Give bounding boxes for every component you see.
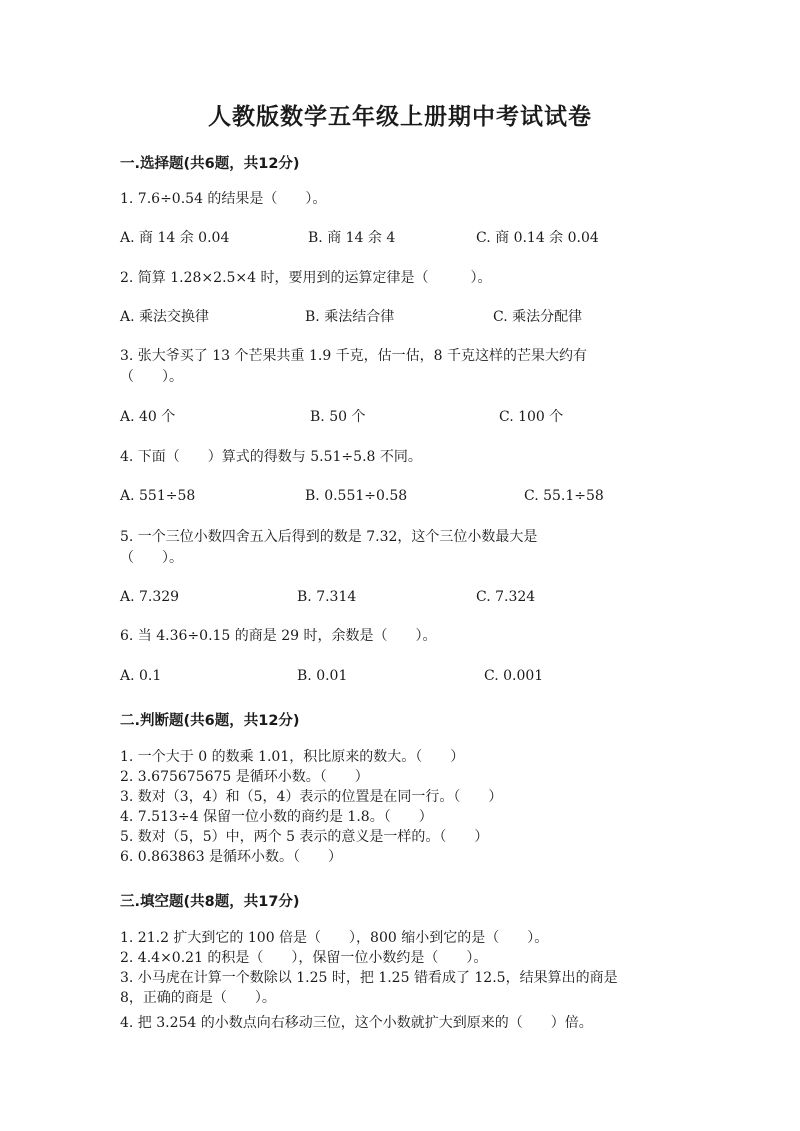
fill-line: 3. 小马虎在计算一个数除以 1.25 时，把 1.25 错看成了 12.5，结果算出的商是 (120, 970, 618, 986)
option-c: C. 商 0.14 余 0.04 (476, 230, 599, 246)
option-a: A. 乘法交换律 (120, 309, 210, 325)
question-text: 6. 当 4.36÷0.15 的商是 29 时，余数是（ ）。 (120, 628, 437, 644)
statement-line: 6. 0.863863 是循环小数。（ ） (120, 849, 343, 865)
section-heading: 一.选择题(共6题，共12分) (120, 156, 300, 172)
option-c: C. 7.324 (476, 589, 536, 605)
option-a: A. 40 个 (120, 409, 176, 425)
option-a: A. 7.329 (120, 589, 180, 605)
option-c: C. 0.001 (484, 668, 544, 684)
option-b: B. 0.01 (297, 668, 348, 684)
option-b: B. 7.314 (297, 589, 357, 605)
option-b: B. 商 14 余 4 (308, 230, 396, 246)
option-a: A. 0.1 (120, 668, 162, 684)
question-text: 4. 下面（ ）算式的得数与 5.51÷5.8 不同。 (120, 449, 422, 465)
fill-line: 1. 21.2 扩大到它的 100 倍是（ ），800 缩小到它的是（ ）。 (120, 930, 549, 946)
option-c: C. 55.1÷58 (524, 488, 604, 504)
section-heading: 三.填空题(共8题，共17分) (120, 894, 300, 910)
statement-line: 4. 7.513÷4 保留一位小数的商约是 1.8。（ ） (120, 809, 433, 825)
question-text: 1. 7.6÷0.54 的结果是（ ）。 (120, 191, 327, 207)
statement-line: 3. 数对（3，4）和（5，4）表示的位置是在同一行。（ ） (120, 789, 503, 805)
question-text: 2. 简算 1.28×2.5×4 时，要用到的运算定律是（ ）。 (120, 270, 492, 286)
option-a: A. 551÷58 (120, 488, 196, 504)
section-heading: 二.判断题(共6题，共12分) (120, 713, 300, 729)
question-text: 5. 一个三位小数四舍五入后得到的数是 7.32，这个三位小数最大是 (120, 529, 538, 545)
option-c: C. 乘法分配律 (493, 309, 583, 325)
option-b: B. 乘法结合律 (305, 309, 395, 325)
option-c: C. 100 个 (499, 409, 564, 425)
statement-line: 5. 数对（5，5）中，两个 5 表示的意义是一样的。（ ） (120, 829, 489, 845)
page-title: 人教版数学五年级上册期中考试试卷 (208, 104, 592, 130)
option-b: B. 0.551÷0.58 (305, 488, 408, 504)
fill-line: 8，正确的商是（ ）。 (120, 990, 276, 1006)
option-b: B. 50 个 (310, 409, 366, 425)
question-text-cont: （ ）。 (120, 550, 183, 566)
statement-line: 2. 3.675675675 是循环小数。（ ） (120, 769, 369, 785)
fill-line: 4. 把 3.254 的小数点向右移动三位，这个小数就扩大到原来的（ ）倍。 (120, 1015, 593, 1031)
option-a: A. 商 14 余 0.04 (120, 230, 230, 246)
statement-line: 1. 一个大于 0 的数乘 1.01，积比原来的数大。（ ） (120, 749, 465, 765)
fill-line: 2. 4.4×0.21 的积是（ ），保留一位小数约是（ ）。 (120, 950, 488, 966)
question-text-cont: （ ）。 (120, 369, 183, 385)
question-text: 3. 张大爷买了 13 个芒果共重 1.9 千克，估一估，8 千克这样的芒果大约有 (120, 348, 588, 364)
